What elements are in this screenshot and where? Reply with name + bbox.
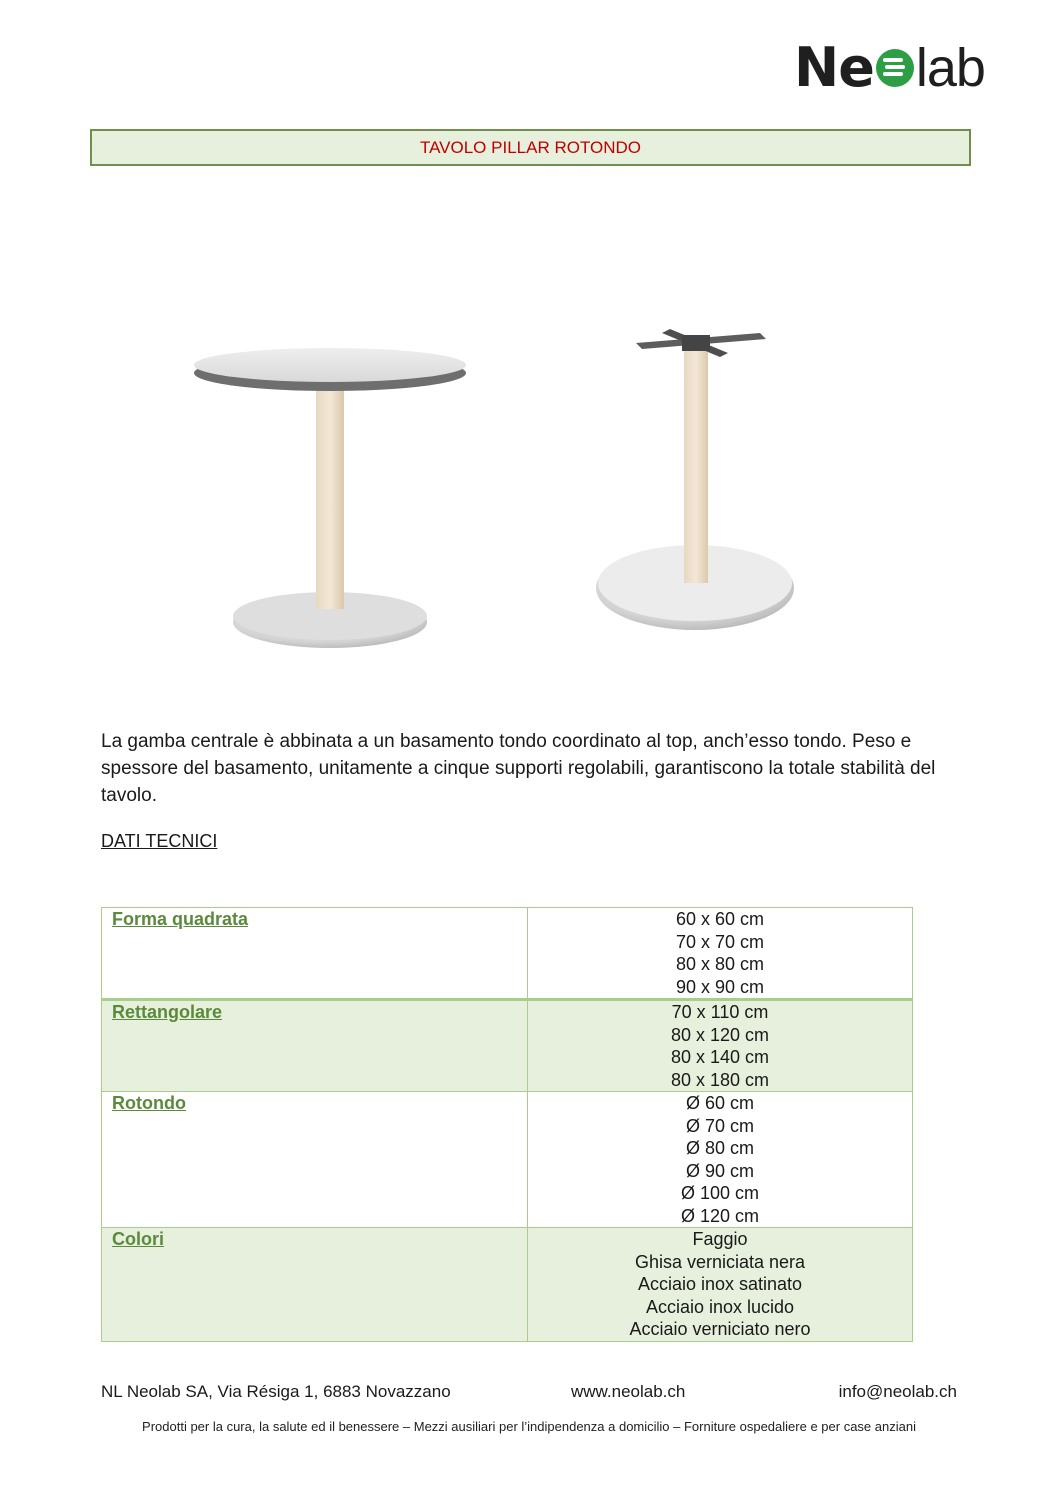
table-base-image bbox=[596, 329, 794, 630]
table-row bbox=[102, 1228, 913, 1342]
footer-address: NL Neolab SA, Via Résiga 1, 6883 Novazzano bbox=[101, 1382, 451, 1401]
spec-value: Ø 100 cm bbox=[680, 1183, 760, 1203]
neolab-logo: Ne lab bbox=[794, 36, 985, 99]
spec-value: 70 x 110 cm bbox=[671, 1002, 769, 1022]
spec-value: Ø 80 cm bbox=[685, 1138, 755, 1158]
spec-value: Acciaio inox lucido bbox=[645, 1296, 795, 1317]
table-row bbox=[102, 1000, 913, 1092]
spec-value: 70 x 70 cm bbox=[675, 931, 765, 952]
section-heading-technical-data: DATI TECNICI bbox=[101, 831, 218, 851]
spec-value: 80 x 120 cm bbox=[670, 1024, 770, 1045]
spec-value: 90 x 90 cm bbox=[675, 976, 765, 997]
spec-value: 60 x 60 cm bbox=[675, 909, 765, 929]
table-row bbox=[102, 1092, 913, 1228]
spec-value: Faggio bbox=[692, 1229, 748, 1249]
spec-value: Ø 60 cm bbox=[685, 1093, 755, 1113]
spec-value: 80 x 180 cm bbox=[670, 1069, 770, 1090]
row-label-round: Rotondo bbox=[112, 1093, 186, 1113]
specs-table bbox=[101, 907, 913, 1342]
spec-value: Acciaio inox satinato bbox=[637, 1274, 803, 1294]
spec-value: Ø 70 cm bbox=[685, 1115, 755, 1136]
footer-tagline: Prodotti per la cura, la salute ed il benessere – Mezzi ausiliari per l’indipendenza a domicilio – Forniture ospedaliere e per case anziani bbox=[142, 1419, 916, 1434]
spec-value: Acciaio verniciato nero bbox=[629, 1319, 811, 1339]
table-with-top-image bbox=[194, 348, 466, 648]
footer-email-link[interactable]: info@neolab.ch bbox=[838, 1382, 957, 1401]
spec-value: Ghisa verniciata nera bbox=[634, 1251, 806, 1272]
document-title: TAVOLO PILLAR ROTONDO bbox=[90, 129, 971, 166]
footer-website-link[interactable]: www.neolab.ch bbox=[571, 1382, 686, 1401]
product-description: La gamba centrale è abbinata a un basamento tondo coordinato al top, anch’esso tondo. Peso e spessore del basamento, unitamente a cinque supporti regolabili, garantiscono la totale stabilità del tavolo. bbox=[101, 731, 936, 806]
table-row bbox=[102, 908, 913, 1000]
row-label-colors: Colori bbox=[112, 1229, 164, 1249]
spec-value: 80 x 80 cm bbox=[675, 954, 765, 974]
spec-value: 80 x 140 cm bbox=[670, 1047, 770, 1067]
spec-value: Ø 90 cm bbox=[685, 1160, 755, 1181]
spec-value: Ø 120 cm bbox=[680, 1205, 760, 1226]
row-label-square: Forma quadrata bbox=[112, 909, 249, 929]
product-photos bbox=[180, 315, 840, 655]
row-label-rectangular: Rettangolare bbox=[112, 1002, 223, 1022]
logo-hand-icon bbox=[874, 44, 916, 90]
